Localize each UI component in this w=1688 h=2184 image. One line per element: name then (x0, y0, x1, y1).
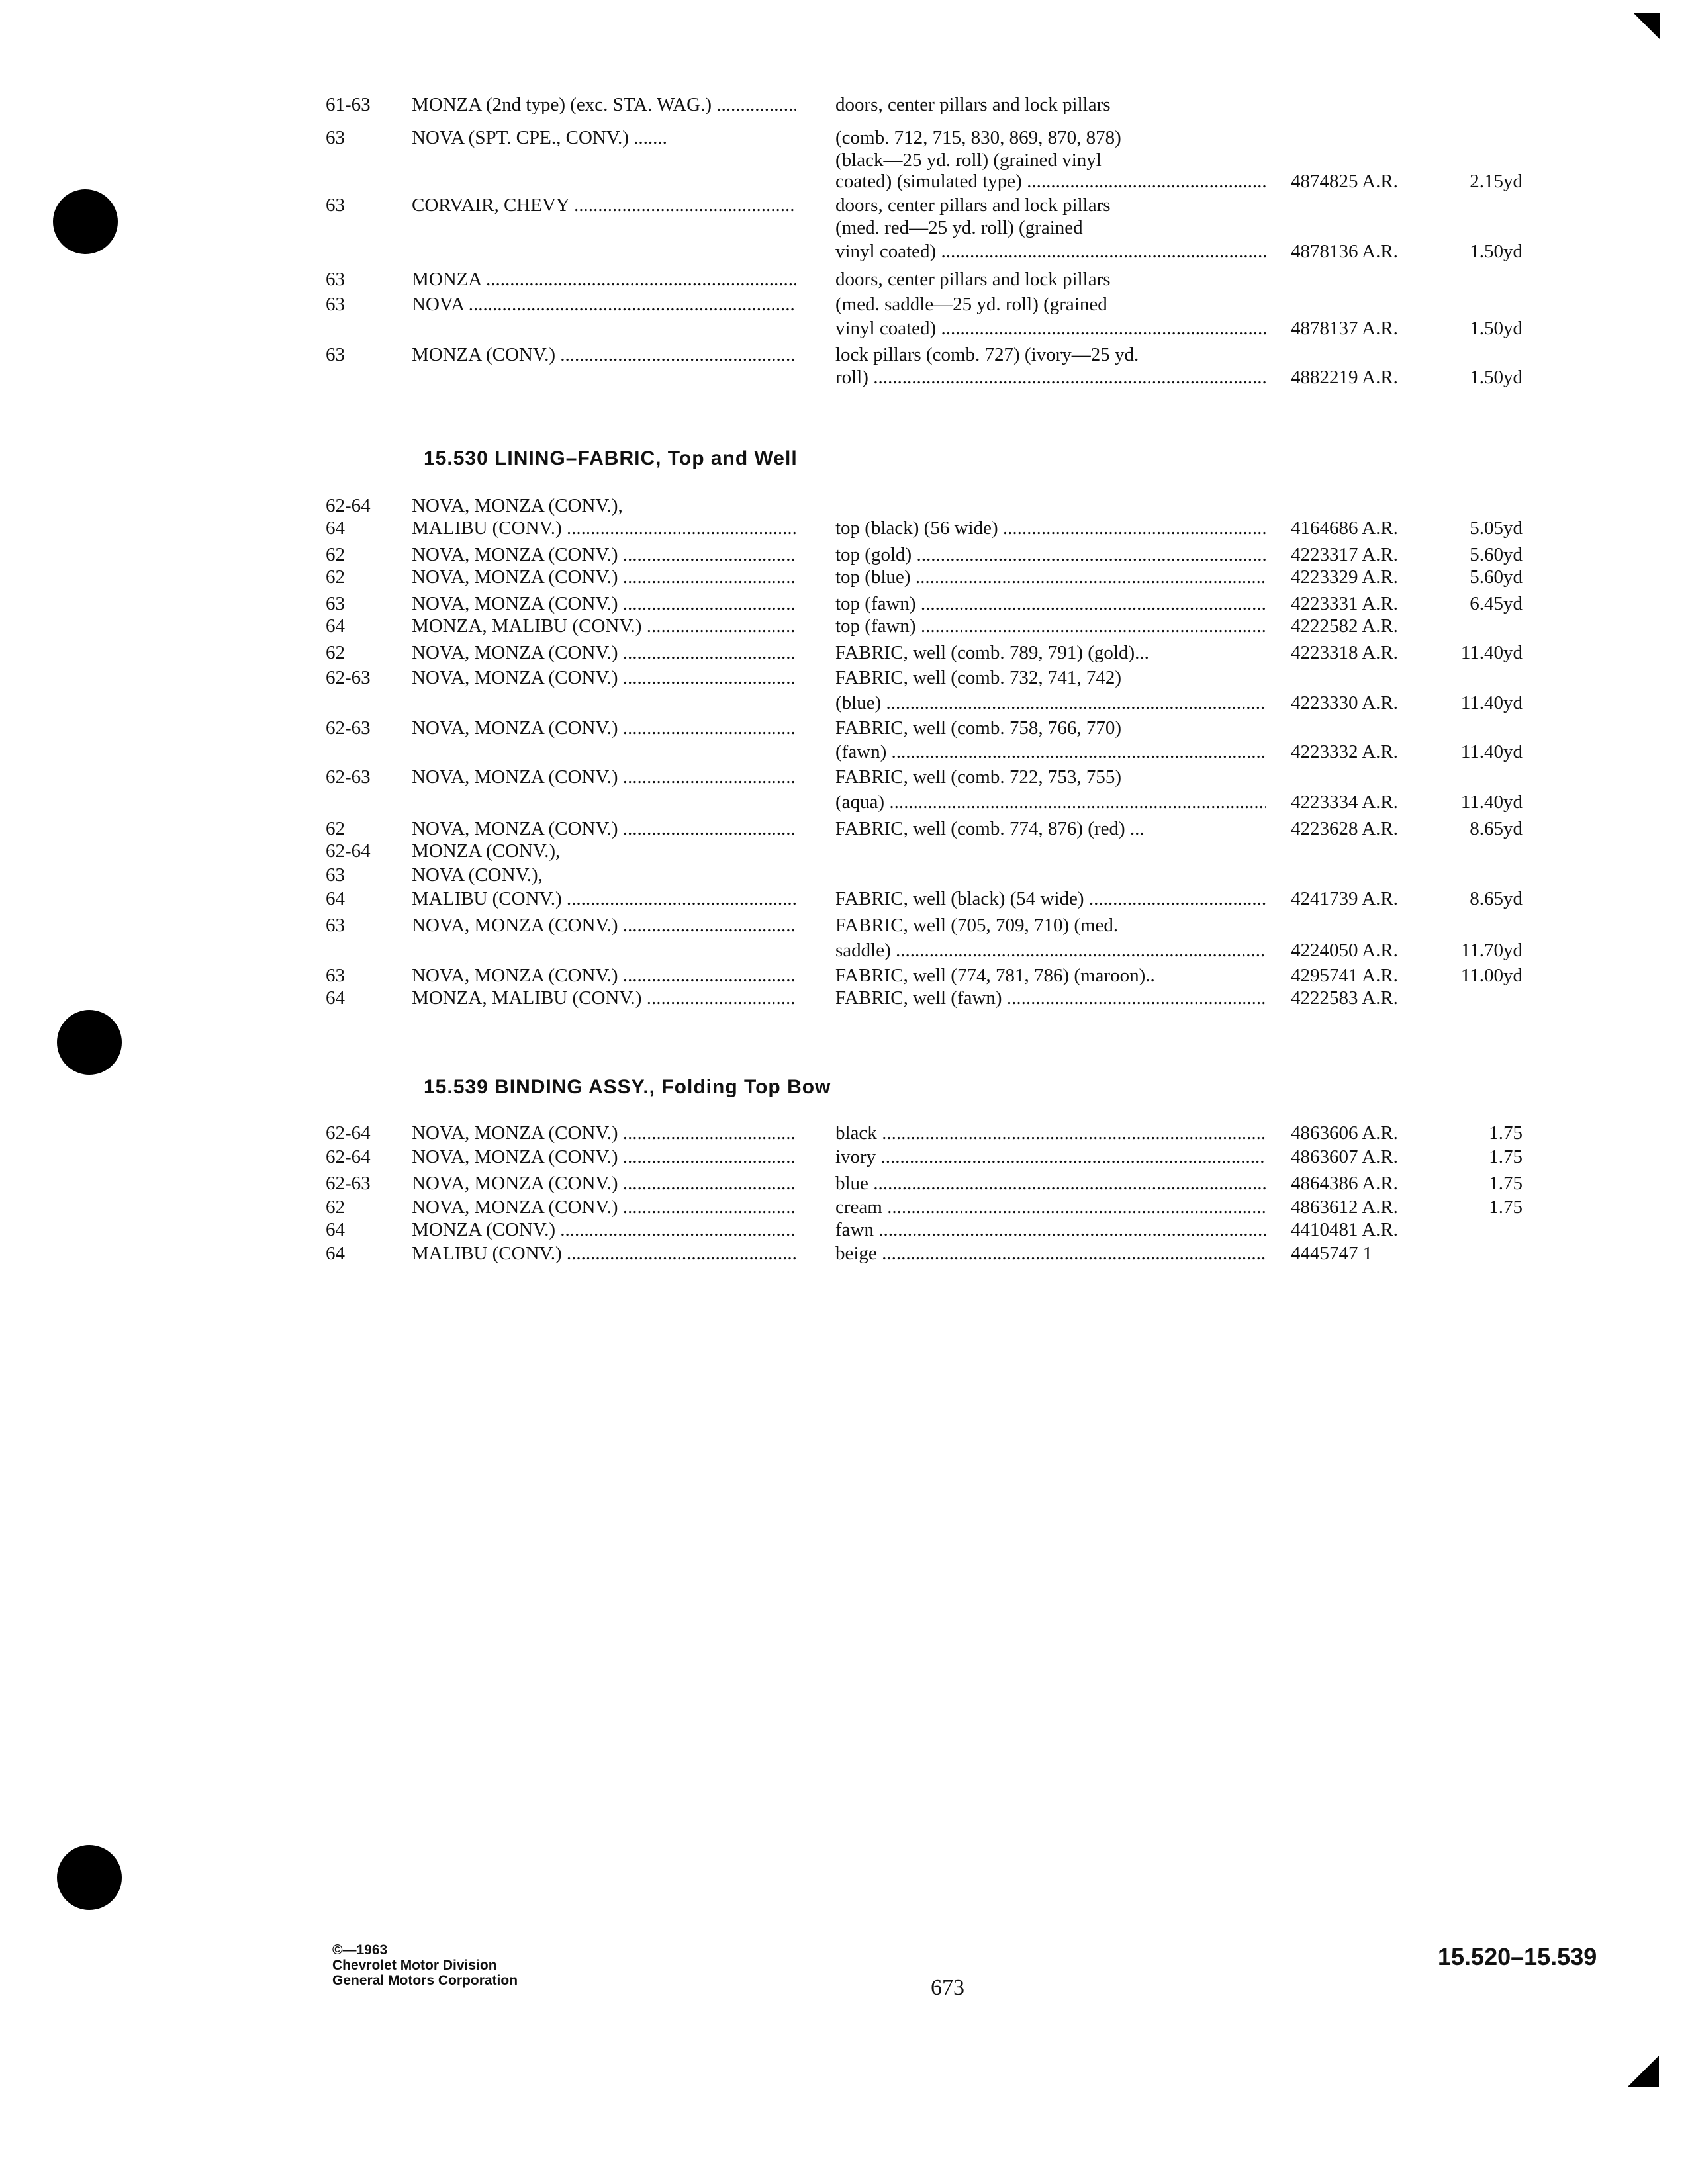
cell-desc: (black—25 yd. roll) (grained vinyl (835, 150, 1102, 171)
cell-qty: 11.40yd (1460, 741, 1523, 762)
cell-desc: FABRIC, well (705, 709, 710) (med. (835, 915, 1119, 936)
table-row (0, 913, 1688, 940)
cell-qty: 1.75 (1489, 1122, 1523, 1144)
cell-qty: 5.60yd (1470, 567, 1523, 588)
cell-part: 4223330 A.R. (1291, 692, 1398, 713)
cell-year: 62 (326, 544, 345, 565)
cell-year: 62 (326, 1197, 345, 1218)
table-row (0, 267, 1688, 294)
section-heading-15-539: 15.539 BINDING ASSY., Folding Top Bow (424, 1076, 831, 1098)
cell-qty: 11.70yd (1460, 940, 1523, 961)
cell-year: 63 (326, 965, 345, 986)
cell-model: CORVAIR, CHEVY ..... (412, 193, 796, 217)
cell-desc: lock pillars (comb. 727) (ivory—25 yd. (835, 344, 1139, 365)
cell-model: NOVA, MONZA (CONV.) ..... (412, 666, 796, 690)
cell-model: NOVA, MONZA (CONV.) ..... (412, 1171, 796, 1195)
table-row (0, 740, 1688, 766)
cell-model: NOVA, MONZA (CONV.) ..... (412, 1121, 796, 1145)
cell-part: 4223334 A.R. (1291, 792, 1398, 813)
cell-year: 64 (326, 987, 345, 1009)
cell-desc: FABRIC, well (black) (54 wide) ..... (835, 887, 1266, 911)
cell-qty: 11.00yd (1460, 965, 1523, 986)
cell-model: NOVA (SPT. CPE., CONV.) ....... (412, 127, 667, 148)
cell-desc: top (gold) ..... (835, 543, 1266, 567)
cell-qty: 11.40yd (1460, 642, 1523, 663)
cell-desc: (med. saddle—25 yd. roll) (grained (835, 294, 1107, 315)
page-number: 673 (931, 1976, 964, 2000)
cell-desc: top (fawn) ..... (835, 592, 1266, 615)
cell-desc: doors, center pillars and lock pillars (835, 269, 1111, 290)
cell-part: 4164686 A.R. (1291, 518, 1398, 539)
cell-year: 63 (326, 864, 345, 886)
cell-qty: 8.65yd (1470, 818, 1523, 839)
cell-part: 4864386 A.R. (1291, 1173, 1398, 1194)
division-name: Chevrolet Motor Division (332, 1958, 497, 1973)
table-row (0, 863, 1688, 889)
cell-desc: saddle) ..... (835, 938, 1266, 962)
table-row (0, 614, 1688, 641)
corporation-name: General Motors Corporation (332, 1973, 518, 1988)
cell-desc: FABRIC, well (comb. 722, 753, 755) (835, 766, 1122, 788)
cell-part: 4222583 A.R. (1291, 987, 1398, 1009)
cell-year: 63 (326, 269, 345, 290)
cell-year: 62-64 (326, 841, 371, 862)
cell-part: 4878137 A.R. (1291, 318, 1398, 339)
table-row (0, 839, 1688, 866)
cell-qty: 11.40yd (1460, 792, 1523, 813)
cell-part: 4863612 A.R. (1291, 1197, 1398, 1218)
cell-year: 62-63 (326, 717, 371, 739)
cell-year: 63 (326, 294, 345, 315)
cell-qty: 5.60yd (1470, 544, 1523, 565)
cell-desc: roll) ..... (835, 365, 1266, 389)
cell-model: NOVA, MONZA (CONV.) ..... (412, 565, 796, 589)
cell-model: NOVA, MONZA (CONV.) ..... (412, 964, 796, 987)
table-row (0, 938, 1688, 965)
cell-desc: FABRIC, well (comb. 732, 741, 742) (835, 667, 1122, 688)
cell-model: NOVA ..... (412, 293, 796, 316)
cell-qty: 1.75 (1489, 1197, 1523, 1218)
cell-part: 4445747 1 (1291, 1243, 1373, 1264)
cell-model: MALIBU (CONV.) ..... (412, 1242, 796, 1265)
cell-desc: vinyl coated) ..... (835, 240, 1266, 263)
cell-year: 63 (326, 915, 345, 936)
cell-part: 4223317 A.R. (1291, 544, 1398, 565)
cell-year: 62-63 (326, 1173, 371, 1194)
cell-desc: top (blue) ..... (835, 565, 1266, 589)
binder-hole (57, 1845, 122, 1910)
cell-qty: 8.65yd (1470, 888, 1523, 909)
cell-year: 62-64 (326, 1146, 371, 1167)
cell-part: 4223318 A.R. (1291, 642, 1398, 663)
corner-mark-icon (1634, 13, 1660, 40)
cell-model: NOVA, MONZA (CONV.) ..... (412, 592, 796, 615)
cell-model: NOVA, MONZA (CONV.) ..... (412, 765, 796, 789)
cell-year: 63 (326, 127, 345, 148)
table-row (0, 666, 1688, 692)
cell-year: 62 (326, 642, 345, 663)
table-row (0, 641, 1688, 667)
cell-model: MONZA (2nd type) (exc. STA. WAG.) ..... (412, 93, 796, 116)
cell-model: NOVA, MONZA (CONV.) ..... (412, 817, 796, 841)
cell-part: 4410481 A.R. (1291, 1219, 1398, 1240)
cell-model: MONZA (CONV.) ..... (412, 343, 796, 367)
cell-part: 4222582 A.R. (1291, 615, 1398, 637)
table-row (0, 93, 1688, 119)
cell-year: 62-63 (326, 766, 371, 788)
cell-desc: top (fawn) ..... (835, 614, 1266, 638)
cell-model: NOVA, MONZA (CONV.) ..... (412, 543, 796, 567)
cell-part: 4223329 A.R. (1291, 567, 1398, 588)
cell-year: 61-63 (326, 94, 371, 115)
cell-qty: 1.50yd (1470, 241, 1523, 262)
cell-year: 64 (326, 1219, 345, 1240)
table-row (0, 765, 1688, 792)
cell-part: 4882219 A.R. (1291, 367, 1398, 388)
cell-desc: top (black) (56 wide) ..... (835, 516, 1266, 540)
cell-desc: black ..... (835, 1121, 1266, 1145)
table-row (0, 1242, 1688, 1268)
cell-qty: 1.75 (1489, 1173, 1523, 1194)
cell-qty: 5.05yd (1470, 518, 1523, 539)
cell-part: 4223628 A.R. (1291, 818, 1398, 839)
cell-qty: 11.40yd (1460, 692, 1523, 713)
table-row (0, 516, 1688, 543)
cell-desc: vinyl coated) ..... (835, 316, 1266, 340)
cell-year: 64 (326, 518, 345, 539)
table-row (0, 1121, 1688, 1148)
cell-model: MONZA ..... (412, 267, 796, 291)
cell-part: 4241739 A.R. (1291, 888, 1398, 909)
cell-part: 4863607 A.R. (1291, 1146, 1398, 1167)
table-row (0, 887, 1688, 913)
cell-model: NOVA, MONZA (CONV.) ..... (412, 716, 796, 740)
cell-model: MALIBU (CONV.) ..... (412, 516, 796, 540)
cell-desc: FABRIC, well (comb. 774, 876) (red) ... (835, 818, 1145, 839)
cell-part: 4295741 A.R. (1291, 965, 1398, 986)
copyright-block (332, 1942, 518, 1988)
cell-qty: 1.50yd (1470, 367, 1523, 388)
cell-desc: FABRIC, well (comb. 789, 791) (gold)... (835, 642, 1149, 663)
table-row (0, 565, 1688, 592)
cell-desc: (fawn) ..... (835, 740, 1266, 764)
cell-qty: 6.45yd (1470, 593, 1523, 614)
cell-desc: FABRIC, well (comb. 758, 766, 770) (835, 717, 1122, 739)
cell-year: 62-64 (326, 495, 371, 516)
table-row (0, 365, 1688, 392)
section-heading-15-530: 15.530 LINING–FABRIC, Top and Well (424, 447, 798, 469)
cell-year: 62-64 (326, 1122, 371, 1144)
cell-year: 62-63 (326, 667, 371, 688)
cell-desc: (comb. 712, 715, 830, 869, 870, 878) (835, 127, 1121, 148)
cell-model: NOVA, MONZA (CONV.) ..... (412, 1195, 796, 1219)
cell-desc: (med. red—25 yd. roll) (grained (835, 217, 1083, 238)
cell-model: NOVA, MONZA (CONV.) ..... (412, 641, 796, 664)
cell-part: 4863606 A.R. (1291, 1122, 1398, 1144)
cell-year: 64 (326, 888, 345, 909)
cell-desc: (aqua) ..... (835, 790, 1266, 814)
table-row (0, 691, 1688, 717)
table-row (0, 169, 1688, 196)
table-row (0, 240, 1688, 266)
table-row (0, 216, 1688, 242)
cell-model: NOVA, MONZA (CONV.) ..... (412, 913, 796, 937)
cell-qty: 1.75 (1489, 1146, 1523, 1167)
cell-part: 4878136 A.R. (1291, 241, 1398, 262)
section-range: 15.520–15.539 (1438, 1943, 1597, 1970)
cell-year: 64 (326, 1243, 345, 1264)
cell-desc: ivory ..... (835, 1145, 1266, 1169)
cell-year: 62 (326, 567, 345, 588)
cell-part: 4874825 A.R. (1291, 171, 1398, 192)
table-row (0, 1145, 1688, 1171)
corner-mark-icon (1627, 2056, 1659, 2087)
cell-year: 62 (326, 818, 345, 839)
cell-model: NOVA, MONZA (CONV.) ..... (412, 1145, 796, 1169)
cell-desc: cream ..... (835, 1195, 1266, 1219)
binder-hole (57, 1010, 122, 1075)
cell-desc: doors, center pillars and lock pillars (835, 94, 1111, 115)
cell-model: MALIBU (CONV.) ..... (412, 887, 796, 911)
cell-model: MONZA, MALIBU (CONV.) ..... (412, 614, 796, 638)
cell-desc: coated) (simulated type) ..... (835, 169, 1266, 193)
cell-part: 4223332 A.R. (1291, 741, 1398, 762)
table-row (0, 1171, 1688, 1198)
cell-year: 63 (326, 593, 345, 614)
cell-part: 4223331 A.R. (1291, 593, 1398, 614)
table-row (0, 293, 1688, 319)
table-row (0, 316, 1688, 343)
copyright-year: ©—1963 (332, 1942, 388, 1958)
table-row (0, 1218, 1688, 1244)
cell-qty: 1.50yd (1470, 318, 1523, 339)
cell-desc: FABRIC, well (fawn) ..... (835, 986, 1266, 1010)
cell-model: MONZA, MALIBU (CONV.) ..... (412, 986, 796, 1010)
cell-model: NOVA, MONZA (CONV.), (412, 495, 623, 516)
cell-desc: (blue) ..... (835, 691, 1266, 715)
cell-desc: beige ..... (835, 1242, 1266, 1265)
cell-qty: 2.15yd (1470, 171, 1523, 192)
cell-desc: FABRIC, well (774, 781, 786) (maroon).. (835, 965, 1155, 986)
table-row (0, 790, 1688, 817)
cell-desc: doors, center pillars and lock pillars (835, 195, 1111, 216)
cell-year: 64 (326, 615, 345, 637)
cell-model: MONZA (CONV.) ..... (412, 1218, 796, 1242)
cell-part: 4224050 A.R. (1291, 940, 1398, 961)
table-row (0, 716, 1688, 743)
cell-year: 63 (326, 195, 345, 216)
cell-desc: blue ..... (835, 1171, 1266, 1195)
cell-desc: fawn ..... (835, 1218, 1266, 1242)
table-row (0, 986, 1688, 1013)
cell-year: 63 (326, 344, 345, 365)
cell-model: NOVA (CONV.), (412, 864, 543, 886)
cell-model: MONZA (CONV.), (412, 841, 561, 862)
